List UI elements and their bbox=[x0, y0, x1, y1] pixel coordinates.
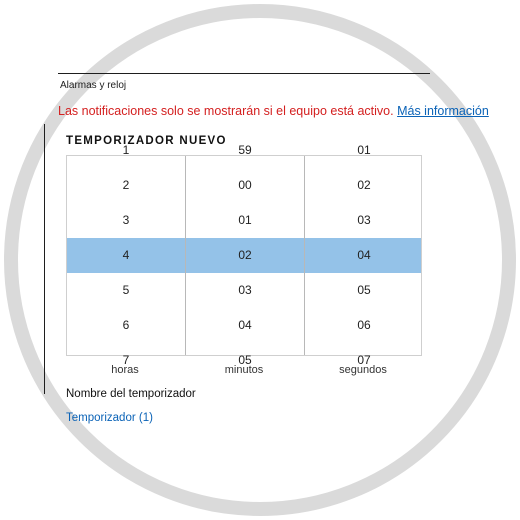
more-info-link[interactable]: Más información bbox=[397, 104, 489, 118]
hours-option[interactable]: 2 bbox=[122, 178, 130, 192]
hours-option[interactable]: 5 bbox=[122, 283, 130, 297]
timer-name-label: Nombre del temporizador bbox=[66, 388, 196, 400]
seconds-option[interactable]: 07 bbox=[357, 353, 371, 367]
seconds-option[interactable]: 05 bbox=[357, 283, 371, 297]
title-bar-divider bbox=[58, 73, 430, 74]
seconds-option[interactable]: 03 bbox=[357, 213, 371, 227]
hours-selected-value[interactable]: 4 bbox=[122, 248, 130, 262]
circular-crop-frame bbox=[4, 4, 516, 516]
minutes-option[interactable]: 00 bbox=[238, 178, 252, 192]
hours-column[interactable] bbox=[67, 143, 185, 367]
hours-option[interactable]: 7 bbox=[122, 353, 130, 367]
app-title: Alarmas y reloj bbox=[60, 80, 127, 91]
notice-message: Las notificaciones solo se mostrarán si el equipo está activo. bbox=[58, 104, 394, 118]
notification-notice bbox=[58, 104, 489, 118]
page-title: TEMPORIZADOR NUEVO bbox=[66, 135, 227, 147]
minutes-option[interactable]: 04 bbox=[238, 318, 252, 332]
minutes-selected-value[interactable]: 02 bbox=[238, 248, 252, 262]
hours-label: horas bbox=[111, 364, 139, 376]
minutes-option[interactable]: 05 bbox=[238, 353, 252, 367]
minutes-option[interactable]: 01 bbox=[238, 213, 252, 227]
seconds-label: segundos bbox=[339, 364, 387, 376]
nav-divider bbox=[44, 124, 45, 394]
time-picker bbox=[66, 143, 422, 367]
seconds-option[interactable]: 01 bbox=[357, 143, 371, 157]
minutes-label: minutos bbox=[224, 364, 264, 376]
seconds-column[interactable] bbox=[305, 143, 423, 367]
seconds-option[interactable]: 02 bbox=[357, 178, 371, 192]
hours-option[interactable]: 6 bbox=[122, 318, 130, 332]
hours-option[interactable]: 3 bbox=[122, 213, 130, 227]
seconds-option[interactable]: 06 bbox=[357, 318, 371, 332]
minutes-option[interactable]: 03 bbox=[238, 283, 252, 297]
seconds-selected-value[interactable]: 04 bbox=[357, 248, 371, 262]
timer-name-input[interactable]: Temporizador (1) bbox=[66, 412, 153, 424]
hours-option[interactable]: 1 bbox=[122, 143, 130, 157]
minutes-option[interactable]: 59 bbox=[238, 143, 252, 157]
minutes-column[interactable] bbox=[186, 143, 304, 367]
